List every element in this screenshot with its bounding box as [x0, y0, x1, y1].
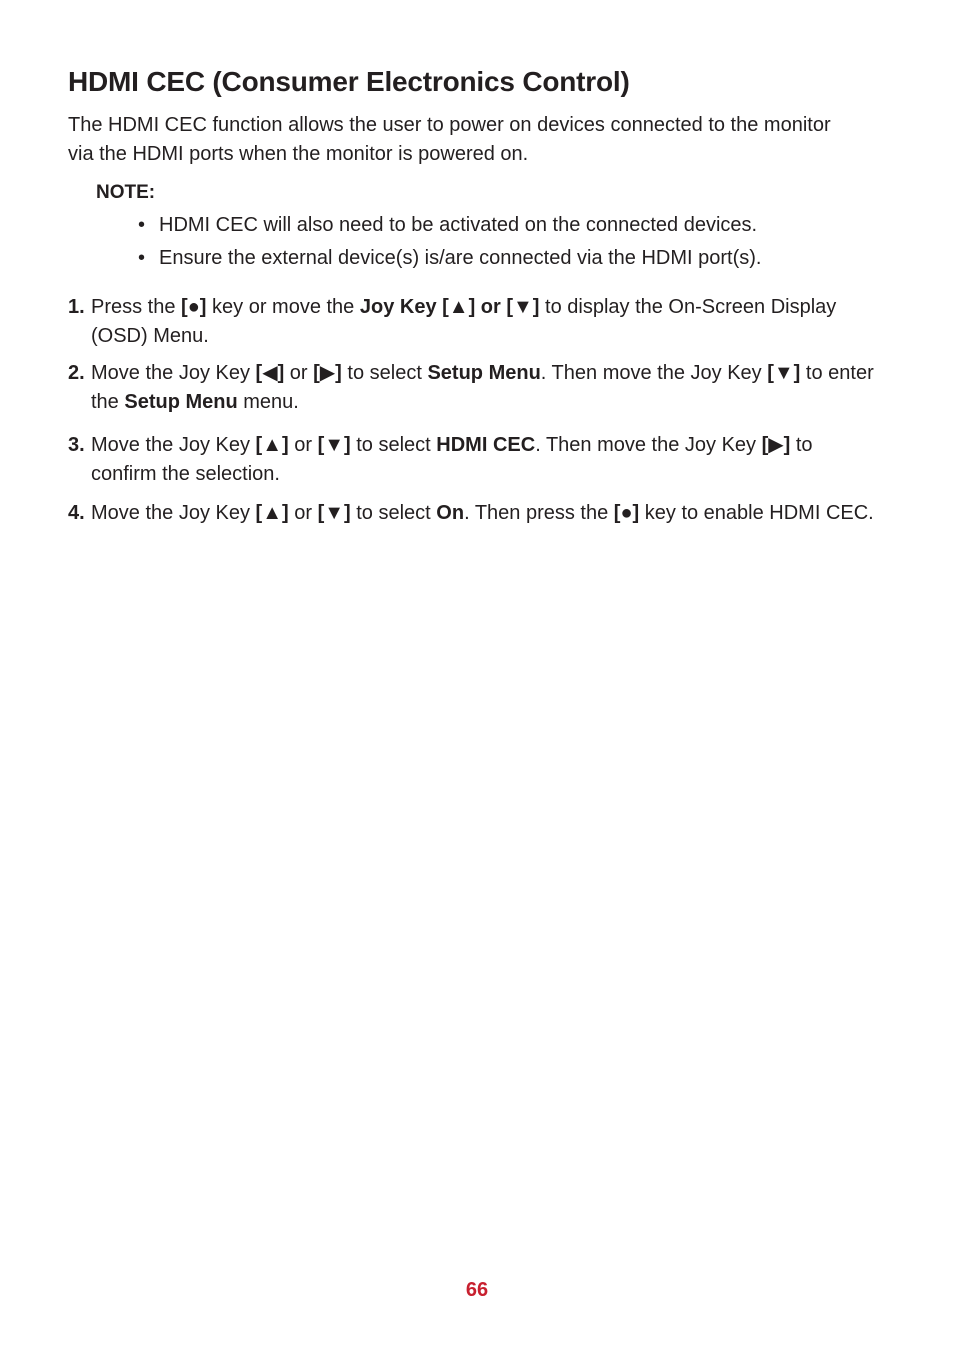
step-emphasis: [▶]	[313, 362, 342, 384]
step-emphasis: [▼]	[767, 362, 801, 384]
step-emphasis: [▶]	[761, 434, 791, 456]
step-run: Move the Joy Key	[91, 362, 256, 384]
step-emphasis: HDMI CEC	[436, 434, 536, 456]
step-run: or	[288, 502, 318, 524]
step-run: key to enable HDMI CEC.	[639, 502, 874, 524]
note-list	[0, 211, 954, 277]
step-run: . Then move the Joy Key	[540, 362, 768, 384]
step-number: 1.	[68, 296, 85, 318]
note-label: NOTE:	[96, 182, 156, 203]
note-item-text: Ensure the external device(s) is/are connected via the HDMI port(s).	[159, 247, 762, 269]
page-number: 66	[465, 1279, 489, 1301]
step-run: Move the Joy Key	[91, 502, 256, 524]
step-emphasis: [▲]	[255, 502, 289, 524]
bullet-icon: •	[138, 214, 146, 236]
step-run: to select	[350, 502, 437, 524]
step-2	[68, 359, 878, 417]
step-run: Move the Joy Key	[91, 434, 256, 456]
step-emphasis: [◀]	[255, 362, 285, 384]
step-emphasis: [▲]	[255, 434, 289, 456]
step-run: . Then press the	[464, 502, 614, 524]
step-emphasis: Setup Menu	[427, 362, 541, 384]
step-emphasis: [●]	[613, 502, 640, 524]
step-emphasis: [▼]	[317, 434, 351, 456]
step-run: to confirm the selection.	[91, 434, 813, 485]
step-run: to display the On-Screen Display (OSD) Menu.	[91, 296, 837, 347]
step-run: key or move the	[206, 296, 360, 318]
intro-paragraph: The HDMI CEC function allows the user to power on devices connected to the monitor via the HDMI ports when the monitor is powered on.	[68, 114, 831, 165]
step-run: . Then move the Joy Key	[535, 434, 762, 456]
step-number: 2.	[68, 362, 85, 384]
step-emphasis: Joy Key [▲] or [▼]	[359, 296, 540, 318]
note-item	[0, 244, 954, 277]
step-run: to select	[341, 362, 428, 384]
step-number: 3.	[68, 434, 85, 456]
step-emphasis: Setup Menu	[124, 391, 238, 413]
step-run: to enter the	[91, 362, 874, 413]
step-emphasis: On	[436, 502, 465, 524]
page-title: HDMI CEC (Consumer Electronics Control)	[68, 66, 630, 97]
step-run: Press the	[91, 296, 182, 318]
step-emphasis: [●]	[181, 296, 207, 318]
bullet-icon: •	[138, 247, 146, 269]
step-run: menu.	[237, 391, 299, 413]
note-item	[0, 211, 954, 244]
step-text	[91, 499, 878, 528]
step-3	[68, 431, 878, 489]
step-1	[68, 293, 878, 351]
step-run: or	[288, 434, 318, 456]
step-run: or	[284, 362, 314, 384]
step-4	[68, 499, 878, 528]
step-number: 4.	[68, 502, 85, 524]
step-run: to select	[350, 434, 437, 456]
step-text	[91, 293, 878, 351]
step-emphasis: [▼]	[317, 502, 351, 524]
step-text	[91, 431, 878, 489]
note-item-text: HDMI CEC will also need to be activated on the connected devices.	[159, 214, 758, 236]
step-text	[91, 359, 878, 417]
